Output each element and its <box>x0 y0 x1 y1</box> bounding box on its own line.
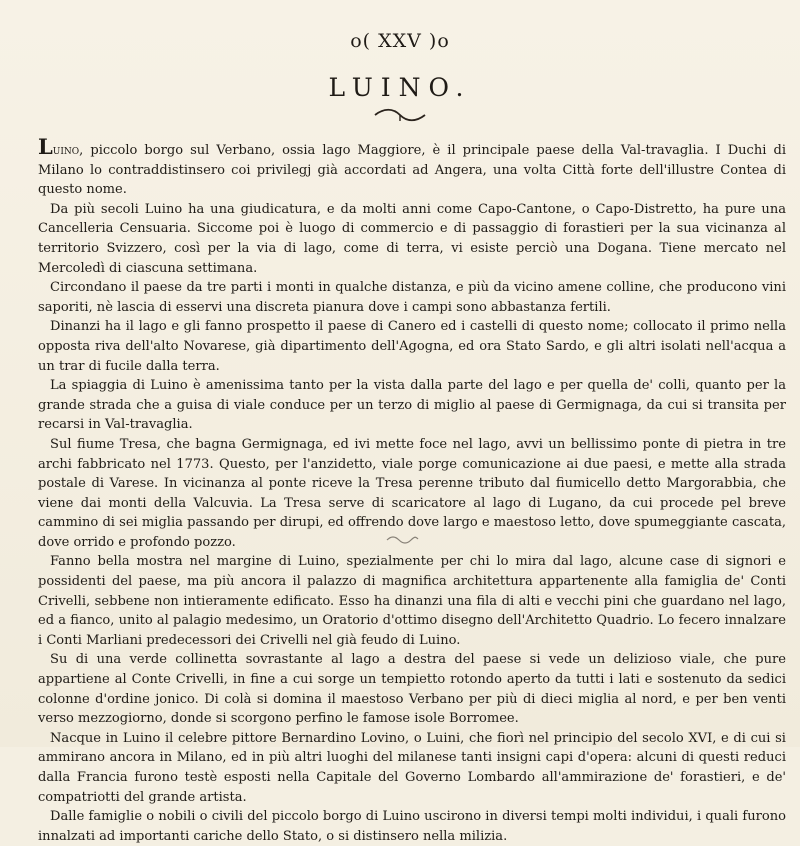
paragraph-5: La spiaggia di Luino è amenissima tanto per la vista dalla parte del lago e per quella de' colli, quanto per la grande strada che a guisa di viale conduce per un terzo di miglio al paese di Germignaga, da cui si transita per recarsi in Val-travaglia. <box>38 378 786 433</box>
page-marker: o( XXV )o <box>350 30 450 52</box>
paragraph-7: Fanno bella mostra nel margine di Luino, spezialmente per chi lo mira dal lago, alcune case di signori e possidenti del paese, ma più ancora il palazzo di magnifica architettura appartenente alla famiglia de' Conti Crivelli, sebbene non intieramente edificato. Esso ha dinanzi una fila di alti e vecchi pini che guardano nel lago, ed a fianco, unito al palagio medesimo, un Oratorio d'ottimo disegno dell'Architetto Quadrio. Lo fecero innalzare i Conti Marliani predecessori dei Crivelli nel già feudo di Luino. <box>38 554 786 648</box>
paragraph-8: Su di una verde collinetta sovrastante al lago a destra del paese si vede un delizioso viale, che pure appartiene al Conte Crivelli, in fine a cui sorge un tempietto rotondo aperto da tutti i lati e sostenuto da sedici colonne d'ordine jonico. Di colà si domina il maestoso Verbano per più di dieci miglia al nord, e per ben venti verso mezzogiorno, donde si scorgono perfino le famose isole Borromee. <box>38 652 786 727</box>
paragraph-2: Da più secoli Luino ha una giudicatura, e da molti anni come Capo-Cantone, o Capo-Distretto, ha pure una Cancelleria Censuaria. Siccome poi è luogo di commercio e di passaggio di forastieri per la sua vicinanza al territorio Svizzero, così per la via di lago, come di terra, vi esiste perciò una Dogana. Tiene mercato nel Mercoledì di ciascuna settimana. <box>38 201 786 276</box>
paragraph-6: Sul fiume Tresa, che bagna Germignaga, ed ivi mette foce nel lago, avvi un bellissimo ponte di pietra in tre archi fabbricato nel 1773. Questo, per l'anzidetto, viale porge comunicazione ai due paesi, e mette alla strada postale di Varese. In vicinanza al ponte riceve la Tresa perenne tributo dal fiumicello detto Margorabbia, che viene dai monti della Valcuvia. La Tresa serve di scaricatore al lago di Lugano, da cui procede pel breve cammino di sei miglia passando per dirupi, ed offrendo dove largo e maestoso letto, dove spumeggiante cascata, dove orrido e profondo pozzo. <box>38 436 786 550</box>
body-text <box>38 136 786 846</box>
pencil-mark-icon <box>385 533 419 545</box>
ornamental-rule-icon <box>373 106 427 124</box>
paragraph-10: Dalle famiglie o nobili o civili del piccolo borgo di Luino uscirono in diversi tempi molti individui, i quali furono innalzati ad importanti cariche dello Stato, o si distinsero nella milizia. <box>38 809 786 844</box>
paragraph-lead: uino <box>52 143 80 158</box>
paragraph-1 <box>38 136 786 200</box>
drop-cap: L <box>38 134 53 159</box>
paragraph-4: Dinanzi ha il lago e gli fanno prospetto il paese di Canero ed i castelli di questo nome; collocato il primo nella opposta riva dell'alto Novarese, già dipartimento dell'Agogna, ed ora Stato Sardo, e gli altri isolati nell'acqua a un trar di fucile dalla terra. <box>38 319 786 374</box>
paragraph-9: Nacque in Luino il celebre pittore Bernardino Lovino, o Luini, che fiorì nel principio del secolo XVI, e di cui si ammirano ancora in Milano, ed in più altri luoghi del milanese tanti insigni capi d'opera: alcuni di questi reduci dalla Francia furono testè esposti nella Capitale del Governo Lombardo all'ammirazione de' forastieri, e de' compatriotti del grande artista. <box>38 730 786 805</box>
paragraph-3: Circondano il paese da tre parti i monti in qualche distanza, e più da vicino amene colline, che producono vini saporiti, nè lascia di esservi una discreta pianura dove i campi sono abbastanza fertili. <box>38 280 786 315</box>
paragraph-text: , piccolo borgo sul Verbano, ossia lago Maggiore, è il principale paese della Val-travaglia. I Duchi di Milano lo contraddistinsero coi privilegj già accordati ad Angera, una volta Città forte dell'illustre Contea di questo nome. <box>38 143 786 198</box>
page-title: LUINO. <box>328 73 472 102</box>
